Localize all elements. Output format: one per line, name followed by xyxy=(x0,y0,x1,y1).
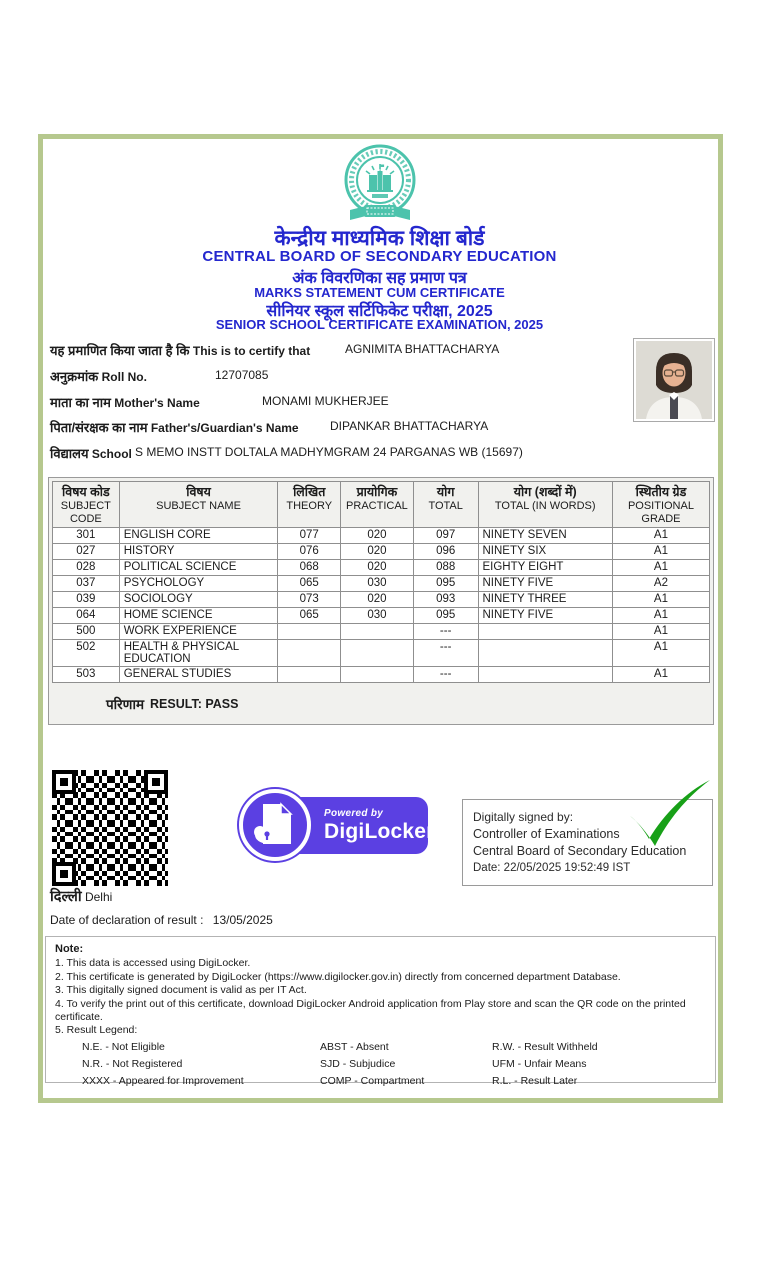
signed-by-label: Digitally signed by: xyxy=(473,810,574,824)
col-total-words: योग (शब्दों में) TOTAL (IN WORDS) xyxy=(478,482,612,528)
note-item: 2. This certificate is generated by DigiLocker (https://www.digilocker.gov.in) directly from concerned department Database. xyxy=(55,970,621,983)
legend-entry: ABST - Absent xyxy=(320,1041,389,1053)
cell-code: 502 xyxy=(53,640,120,667)
digilocker-badge xyxy=(239,789,435,861)
col-practical: प्रायोगिक PRACTICAL xyxy=(341,482,414,528)
school-label-hindi: विद्यालय xyxy=(50,446,89,461)
cell-total: 088 xyxy=(413,560,478,576)
cell-code: 301 xyxy=(53,528,120,544)
cell-practical: 030 xyxy=(341,576,414,592)
col-subject-name: विषय SUBJECT NAME xyxy=(119,482,278,528)
father-row xyxy=(50,418,650,434)
checkmark-icon xyxy=(622,776,716,850)
cell-practical xyxy=(341,640,414,667)
cell-name: PSYCHOLOGY xyxy=(119,576,278,592)
legend-entry: R.W. - Result Withheld xyxy=(492,1041,598,1053)
table-row xyxy=(53,576,710,592)
cell-grade: A1 xyxy=(612,544,709,560)
table-row xyxy=(53,640,710,667)
qr-finder-top-left xyxy=(52,770,76,794)
exam-title-english: SENIOR SCHOOL CERTIFICATE EXAMINATION, 2025 xyxy=(215,317,544,332)
cell-practical: 020 xyxy=(341,560,414,576)
cell-code: 037 xyxy=(53,576,120,592)
cell-theory xyxy=(278,667,341,683)
result-row xyxy=(52,683,710,724)
result-label-hindi: परिणाम xyxy=(106,696,145,712)
board-name-hindi: केन्द्रीय माध्यमिक शिक्षा बोर्ड xyxy=(274,227,485,250)
cell-grade: A2 xyxy=(612,576,709,592)
signature-date: Date: 22/05/2025 19:52:49 IST xyxy=(473,862,631,874)
cell-words xyxy=(478,640,612,667)
cell-theory: 076 xyxy=(278,544,341,560)
table-row xyxy=(53,624,710,640)
legend-entry: N.E. - Not Eligible xyxy=(82,1041,165,1053)
cell-name: SOCIOLOGY xyxy=(119,592,278,608)
cell-practical: 030 xyxy=(341,608,414,624)
roll-number: 12707085 xyxy=(215,368,269,382)
cell-total: 095 xyxy=(413,576,478,592)
cell-theory: 068 xyxy=(278,560,341,576)
declaration-date: 13/05/2025 xyxy=(212,913,273,927)
cell-grade: A1 xyxy=(612,528,709,544)
declaration-label: Date of declaration of result : xyxy=(50,913,204,927)
cell-total: 093 xyxy=(413,592,478,608)
place-line xyxy=(50,886,112,906)
cell-grade: A1 xyxy=(612,592,709,608)
table-row xyxy=(53,560,710,576)
place-hindi: दिल्ली xyxy=(50,889,82,905)
cell-grade: A1 xyxy=(612,640,709,667)
result-legend xyxy=(55,1041,706,1088)
legend-entry: SJD - Subjudice xyxy=(320,1058,396,1070)
mother-label-hindi: माता का नाम xyxy=(50,395,111,410)
cell-name: HISTORY xyxy=(119,544,278,560)
table-row xyxy=(53,592,710,608)
legend-entry: N.R. - Not Registered xyxy=(82,1058,183,1070)
marks-table-wrapper xyxy=(48,477,714,725)
cell-theory: 077 xyxy=(278,528,341,544)
father-name: DIPANKAR BHATTACHARYA xyxy=(330,419,489,433)
school-label-english: School xyxy=(91,447,132,461)
document-title-hindi: अंक विवरणिका सह प्रमाण पत्र xyxy=(292,270,467,287)
cell-words: EIGHTY EIGHT xyxy=(478,560,612,576)
note-title: Note: xyxy=(55,943,84,955)
cell-theory: 073 xyxy=(278,592,341,608)
exam-title-hindi: सीनियर स्कूल सर्टिफिकेट परीक्षा, 2025 xyxy=(266,303,493,320)
father-label-hindi: पिता/संरक्षक का नाम xyxy=(50,420,148,435)
cell-practical: 020 xyxy=(341,592,414,608)
marks-table xyxy=(52,481,710,683)
table-row xyxy=(53,528,710,544)
legend-entry: UFM - Unfair Means xyxy=(492,1058,587,1070)
cell-words: NINETY SIX xyxy=(478,544,612,560)
cell-name: POLITICAL SCIENCE xyxy=(119,560,278,576)
cell-practical xyxy=(341,624,414,640)
cell-theory xyxy=(278,624,341,640)
cell-total: 097 xyxy=(413,528,478,544)
certify-row xyxy=(50,341,650,357)
cell-code: 028 xyxy=(53,560,120,576)
student-name: AGNIMITA BHATTACHARYA xyxy=(345,342,500,356)
cell-total: 096 xyxy=(413,544,478,560)
cell-total: --- xyxy=(413,640,478,667)
cell-name: GENERAL STUDIES xyxy=(119,667,278,683)
cell-grade: A1 xyxy=(612,667,709,683)
cell-grade: A1 xyxy=(612,560,709,576)
document-title-english: MARKS STATEMENT CUM CERTIFICATE xyxy=(254,285,505,300)
cell-practical: 020 xyxy=(341,544,414,560)
qr-finder-bottom-left xyxy=(52,862,76,886)
cell-name: ENGLISH CORE xyxy=(119,528,278,544)
cell-grade: A1 xyxy=(612,608,709,624)
qr-pattern xyxy=(52,770,168,886)
qr-code xyxy=(47,765,173,891)
school-name: S MEMO INSTT DOLTALA MADHYMGRAM 24 PARGANAS WB (15697) xyxy=(135,445,523,459)
cell-code: 039 xyxy=(53,592,120,608)
signer-title: Controller of Examinations xyxy=(473,827,620,841)
col-subject-code: विषय कोड SUBJECT CODE xyxy=(53,482,120,528)
cell-theory: 065 xyxy=(278,576,341,592)
signer-org: Central Board of Secondary Education xyxy=(473,844,687,858)
cell-practical: 020 xyxy=(341,528,414,544)
place-english: Delhi xyxy=(84,890,113,904)
cell-practical xyxy=(341,667,414,683)
cell-code: 064 xyxy=(53,608,120,624)
cell-theory: 065 xyxy=(278,608,341,624)
legend-entry: COMP - Compartment xyxy=(320,1075,425,1087)
col-total: योग TOTAL xyxy=(413,482,478,528)
cell-total: 095 xyxy=(413,608,478,624)
cell-name: HEALTH & PHYSICAL EDUCATION xyxy=(119,640,278,667)
legend-entry: XXXX - Appeared for Improvement xyxy=(82,1075,244,1087)
cell-total: --- xyxy=(413,667,478,683)
note-box xyxy=(45,936,716,1087)
note-item: 5. Result Legend: xyxy=(55,1024,138,1036)
table-row xyxy=(53,667,710,683)
roll-row xyxy=(50,367,650,383)
digilocker-icon xyxy=(239,789,311,861)
table-header-row xyxy=(53,482,710,528)
father-label-english: Father's/Guardian's Name xyxy=(150,421,299,435)
school-row xyxy=(50,444,650,460)
certify-label-hindi: यह प्रमाणित किया जाता है कि xyxy=(50,343,190,358)
digilocker-brand-text: DigiLocker xyxy=(324,819,435,843)
table-row xyxy=(53,544,710,560)
cell-code: 503 xyxy=(53,667,120,683)
powered-by-text: Powered by xyxy=(324,807,384,819)
cell-name: WORK EXPERIENCE xyxy=(119,624,278,640)
roll-label-english: Roll No. xyxy=(101,370,147,384)
mother-row xyxy=(50,393,650,409)
mother-name: MONAMI MUKHERJEE xyxy=(262,394,389,408)
cell-code: 500 xyxy=(53,624,120,640)
note-item: 1. This data is accessed using DigiLocker. xyxy=(55,957,251,969)
cell-words: NINETY FIVE xyxy=(478,608,612,624)
note-item: 4. To verify the print out of this certificate, download DigiLocker Android application from Play store and scan the QR code on the printed certificate. xyxy=(55,997,686,1023)
cell-words: NINETY FIVE xyxy=(478,576,612,592)
roll-label-hindi: अनुक्रमांक xyxy=(50,369,99,384)
cell-code: 027 xyxy=(53,544,120,560)
cell-words xyxy=(478,624,612,640)
certify-label-english: This is to certify that xyxy=(192,344,311,358)
cell-total: --- xyxy=(413,624,478,640)
col-positional-grade: स्थितीय ग्रेड POSITIONAL GRADE xyxy=(612,482,709,528)
cbse-logo-icon xyxy=(338,142,422,228)
board-name-english: CENTRAL BOARD OF SECONDARY EDUCATION xyxy=(202,248,557,265)
result-value: RESULT: PASS xyxy=(150,696,239,711)
mother-label-english: Mother's Name xyxy=(114,396,200,410)
qr-finder-top-right xyxy=(144,770,168,794)
cell-grade: A1 xyxy=(612,624,709,640)
col-theory: लिखित THEORY xyxy=(278,482,341,528)
student-photo xyxy=(633,338,715,422)
cell-words: NINETY THREE xyxy=(478,592,612,608)
legend-entry: R.L. - Result Later xyxy=(492,1075,578,1087)
cell-words xyxy=(478,667,612,683)
table-row xyxy=(53,608,710,624)
declaration-line xyxy=(50,913,273,927)
cell-theory xyxy=(278,640,341,667)
note-item: 3. This digitally signed document is valid as per IT Act. xyxy=(55,984,307,996)
cell-name: HOME SCIENCE xyxy=(119,608,278,624)
cell-words: NINETY SEVEN xyxy=(478,528,612,544)
